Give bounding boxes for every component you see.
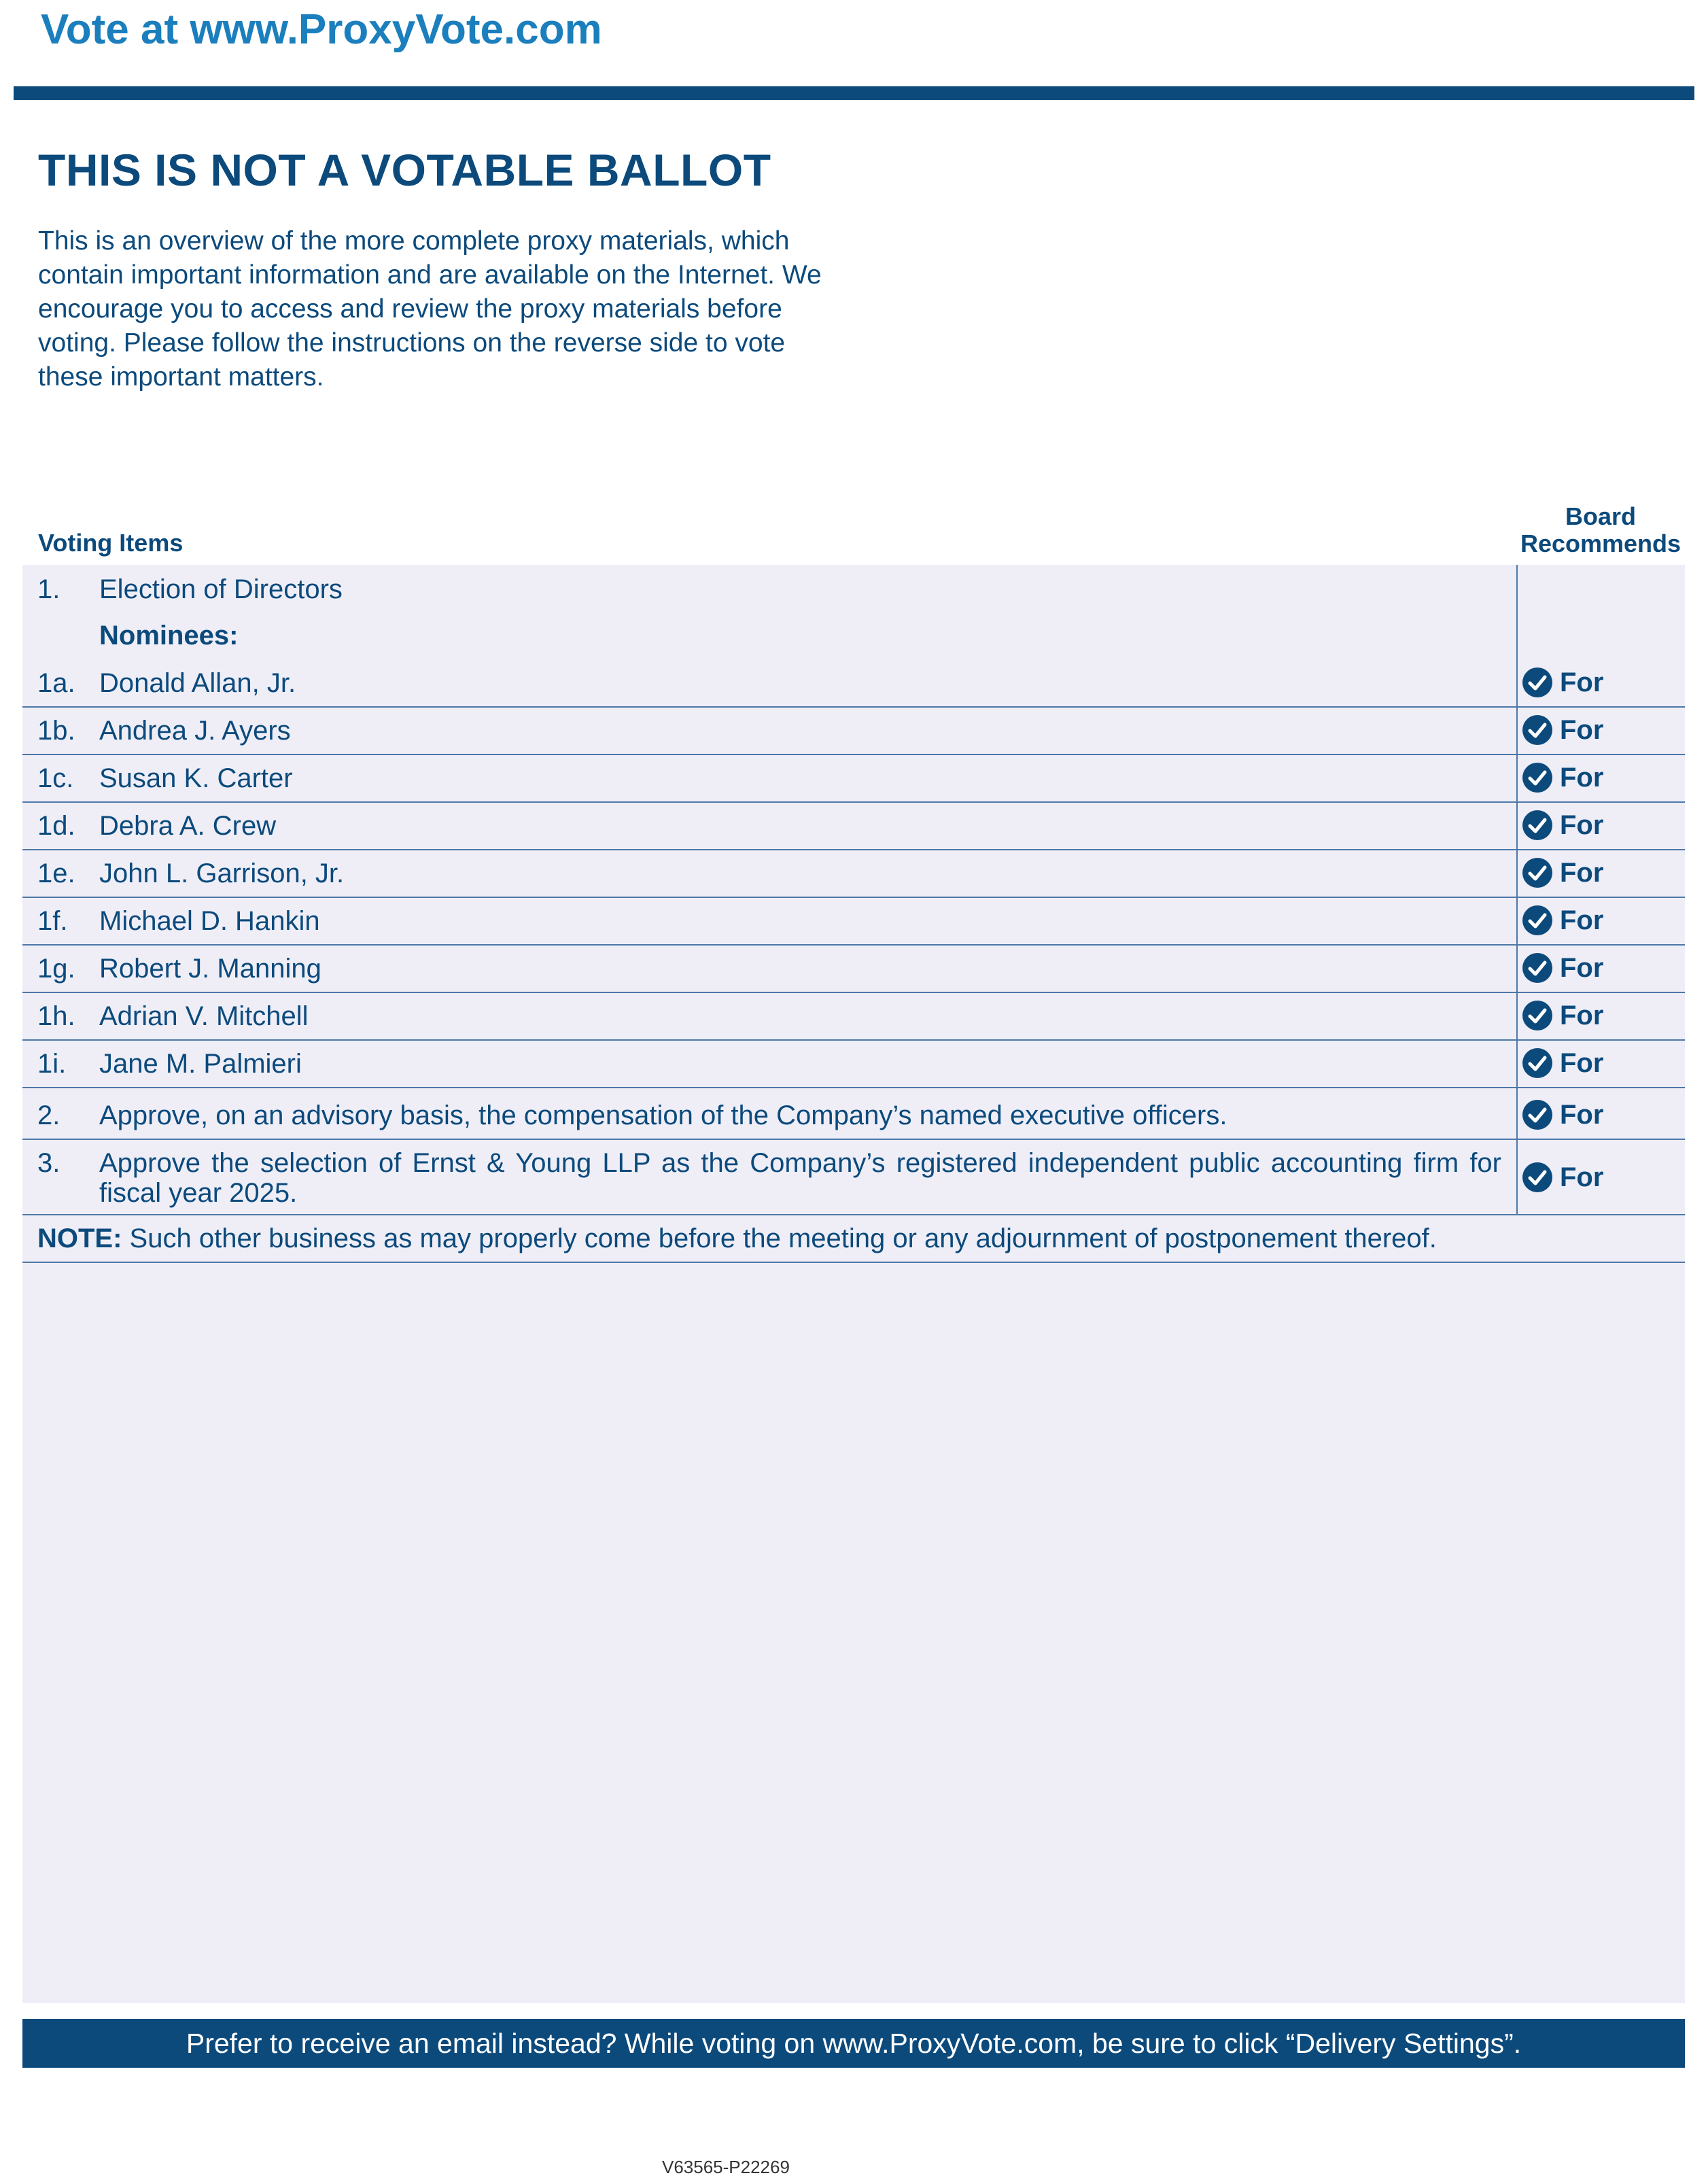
nominee-number: 1e. (37, 859, 75, 888)
recommendation-label: For (1560, 1000, 1604, 1030)
check-circle-icon (1522, 952, 1553, 984)
item-row-2 (22, 1092, 1685, 1140)
recommendation-label: For (1560, 667, 1604, 697)
check-circle-icon (1522, 905, 1553, 936)
vote-url-header[interactable]: Vote at www.ProxyVote.com (41, 6, 602, 53)
check-circle-icon (1522, 1047, 1553, 1079)
board-header-line1: Board (1565, 502, 1636, 530)
recommendation (1522, 1099, 1603, 1130)
nominee-row (22, 708, 1685, 755)
recommendation (1522, 762, 1603, 793)
nominee-number: 1f. (37, 906, 68, 936)
recommendation (1522, 857, 1603, 888)
recommendation (1522, 714, 1603, 746)
nominee-name: Robert J. Manning (99, 954, 321, 984)
nominee-number: 1i. (37, 1049, 67, 1079)
nominee-name: Michael D. Hankin (99, 906, 320, 936)
nominee-name: John L. Garrison, Jr. (99, 859, 345, 888)
item-text: Approve, on an advisory basis, the compensation of the Company’s named executive officers. (99, 1100, 1227, 1130)
email-delivery-text: Prefer to receive an email instead? While voting on www.ProxyVote.com, be sure to click “Delivery Settings”. (186, 2027, 1522, 2059)
nominee-name: Andrea J. Ayers (99, 716, 291, 746)
nominee-row (22, 803, 1685, 850)
recommendation (1522, 810, 1603, 841)
nominee-number: 1h. (37, 1001, 75, 1031)
recommendation-label: For (1560, 810, 1604, 840)
nominee-name: Susan K. Carter (99, 763, 293, 793)
nominee-name: Adrian V. Mitchell (99, 1001, 309, 1031)
board-header-line2: Recommends (1520, 530, 1681, 557)
check-circle-icon (1522, 714, 1553, 746)
note-body: Such other business as may properly come before the meeting or any adjournment of postponement thereof. (122, 1224, 1437, 1253)
nominee-row (22, 1041, 1685, 1088)
check-circle-icon (1522, 810, 1553, 841)
recommendation-label: For (1560, 905, 1604, 935)
nominees-label: Nominees: (99, 621, 239, 651)
recommendation-label: For (1560, 1162, 1604, 1192)
item-row-1 (22, 565, 1685, 612)
nominee-number: 1a. (37, 668, 75, 698)
item-row-3 (22, 1140, 1685, 1215)
check-circle-icon (1522, 667, 1553, 698)
recommendation-label: For (1560, 1047, 1604, 1078)
nominee-row (22, 993, 1685, 1041)
note-text (37, 1224, 1437, 1254)
voting-items-panel (22, 565, 1685, 2003)
nominees-label-row (22, 612, 1685, 660)
nominee-number: 1d. (37, 811, 75, 841)
nominee-row (22, 946, 1685, 993)
item-number: 2. (37, 1100, 60, 1130)
check-circle-icon (1522, 762, 1553, 793)
document-code: V63565-P22269 (662, 2157, 790, 2177)
recommendation (1522, 667, 1603, 698)
recommendation (1522, 1000, 1603, 1031)
recommendation-label: For (1560, 714, 1604, 745)
nominee-name: Debra A. Crew (99, 811, 277, 841)
recommendation-label: For (1560, 952, 1604, 983)
email-delivery-banner (22, 2019, 1685, 2068)
page-title: THIS IS NOT A VOTABLE BALLOT (38, 145, 771, 195)
recommendation-label: For (1560, 762, 1604, 793)
nominee-row (22, 660, 1685, 708)
nominee-row (22, 755, 1685, 803)
item-number: 1. (37, 574, 60, 604)
header-divider-bar (14, 86, 1694, 100)
recommendation-label: For (1560, 857, 1604, 888)
nominee-name: Jane M. Palmieri (99, 1049, 302, 1079)
nominee-number: 1c. (37, 763, 74, 793)
voting-items-header: Voting Items (38, 529, 184, 557)
board-recommends-header (1520, 503, 1681, 557)
item-number: 3. (37, 1148, 60, 1178)
check-circle-icon (1522, 1099, 1553, 1130)
nominee-row (22, 898, 1685, 946)
check-circle-icon (1522, 1000, 1553, 1031)
item-text: Approve the selection of Ernst & Young LLP as the Company’s registered independent public accounting firm for fiscal year 2025. (99, 1148, 1501, 1208)
nominee-name: Donald Allan, Jr. (99, 668, 296, 698)
note-label: NOTE: (37, 1224, 122, 1253)
nominee-number: 1b. (37, 716, 75, 746)
intro-paragraph: This is an overview of the more complete proxy materials, which contain important information and are available on the Internet. We encourage you to access and review the proxy materials before voting. Please follow the instructions on the reverse side to vote these important matters. (38, 226, 822, 392)
recommendation (1522, 905, 1603, 936)
recommendation-label: For (1560, 1099, 1604, 1130)
check-circle-icon (1522, 1162, 1553, 1193)
note-row (22, 1215, 1685, 1263)
recommendation (1522, 1162, 1603, 1193)
nominee-number: 1g. (37, 954, 75, 984)
nominee-row (22, 850, 1685, 898)
item-text: Election of Directors (99, 574, 343, 604)
recommendation (1522, 1047, 1603, 1079)
check-circle-icon (1522, 857, 1553, 888)
recommendation (1522, 952, 1603, 984)
